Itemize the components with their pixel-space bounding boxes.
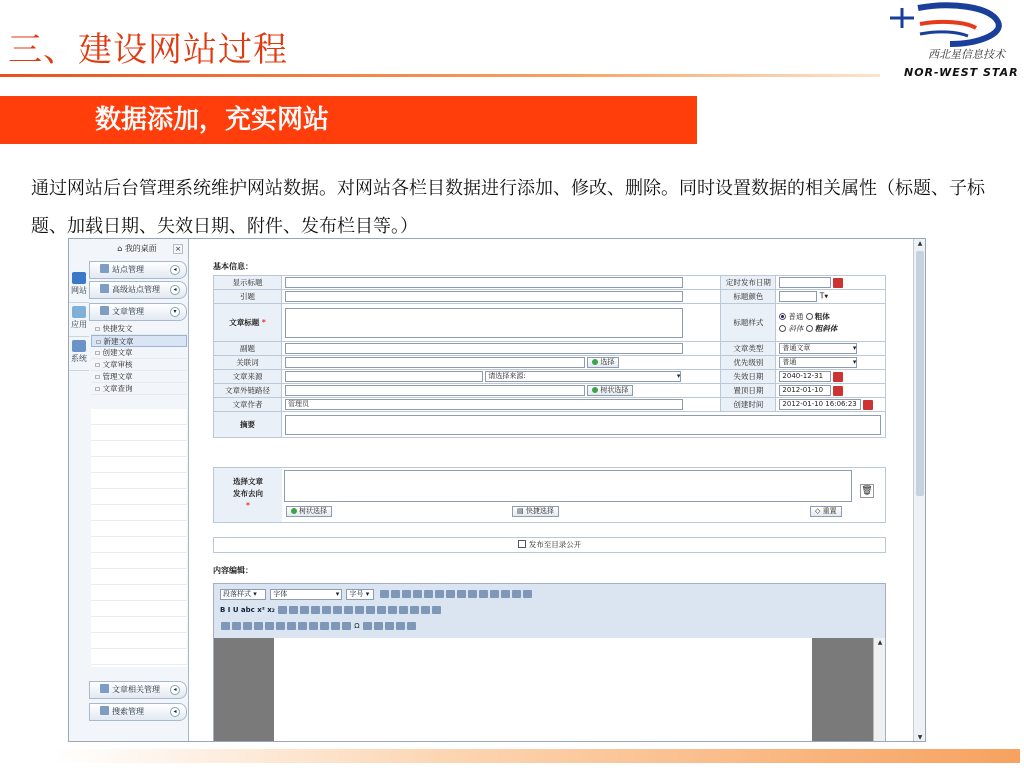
article-type-select[interactable] <box>779 343 857 354</box>
label-subtitle: 副题 <box>214 342 282 356</box>
menu-item-manage[interactable]: ▫ 管理文章 <box>91 371 187 383</box>
special-char-icon[interactable]: Ω <box>354 622 360 630</box>
find-replace-icon[interactable] <box>512 590 521 598</box>
search-icon <box>100 706 109 715</box>
expand-icon[interactable]: ◂ <box>170 285 180 295</box>
tree-select-label: 树状选择 <box>299 507 327 515</box>
app-icon <box>72 306 86 318</box>
radio-italic-label: 斜体 <box>788 323 804 333</box>
select-all-icon[interactable] <box>490 590 499 598</box>
author-input[interactable]: 管理员 <box>285 399 683 410</box>
text-color-icon[interactable] <box>366 606 375 614</box>
user-icon[interactable] <box>287 622 296 630</box>
lead-input[interactable] <box>285 291 683 302</box>
anchor-icon[interactable] <box>432 606 441 614</box>
subtitle-input[interactable] <box>285 343 683 354</box>
reset-button[interactable] <box>810 506 842 517</box>
title-color-input[interactable] <box>779 291 817 302</box>
font-size-value: 字号 <box>349 589 364 598</box>
priority-select[interactable] <box>779 357 857 368</box>
link-icon[interactable] <box>410 606 419 614</box>
label-external-link: 文章外链路径 <box>214 384 282 398</box>
logo-cn-text: 西北星信息技术 <box>928 48 1005 61</box>
label-summary: 摘要 <box>214 412 282 438</box>
radio-bold-italic-label: 粗斜体 <box>814 323 838 333</box>
label-publish-destination <box>214 468 282 522</box>
radio-normal-label: 普通 <box>788 311 804 321</box>
desk-label: 我的桌面 <box>124 244 157 253</box>
accordion-label: 文章管理 <box>112 307 144 316</box>
tree-dot-icon <box>291 508 297 514</box>
preview-icon[interactable] <box>320 622 329 630</box>
expand-icon[interactable]: ◂ <box>170 685 180 695</box>
paragraph-style-value: 段落样式 <box>223 589 251 598</box>
globe-icon[interactable] <box>276 622 285 630</box>
media-icon[interactable] <box>243 622 252 630</box>
source-icon[interactable] <box>396 622 405 630</box>
align-center-icon[interactable] <box>289 606 298 614</box>
menu-item-create-article[interactable]: ▫ 创建文章 <box>91 347 187 359</box>
template-icon[interactable] <box>298 622 307 630</box>
copy-icon[interactable] <box>391 590 400 598</box>
editor-scrollbar[interactable] <box>873 638 885 742</box>
font-value: 字体 <box>273 589 288 598</box>
publish-destination-box <box>213 467 886 523</box>
label-article-title <box>214 304 282 342</box>
label-title-style: 标题样式 <box>721 304 776 342</box>
radio-bold-italic[interactable] <box>806 325 813 332</box>
table-icon[interactable] <box>388 606 397 614</box>
website-icon <box>72 272 86 284</box>
align-left-icon[interactable] <box>278 606 287 614</box>
label-sched-publish: 定时发布日期 <box>721 276 776 290</box>
label-lead: 引题 <box>214 290 282 304</box>
select-dot-icon <box>592 359 598 365</box>
quick-select-button[interactable] <box>512 506 559 517</box>
label-author: 文章作者 <box>214 398 282 412</box>
label-keywords: 关联词 <box>214 356 282 370</box>
radio-bold-label: 粗体 <box>814 311 830 321</box>
system-icon <box>72 340 86 352</box>
label-title-color: 标题颜色 <box>721 290 776 304</box>
editor-toolbar-row1 <box>220 588 533 600</box>
radio-bold[interactable] <box>806 313 813 320</box>
quick-select-label: 快捷选择 <box>525 507 554 515</box>
list-icon: ▤ <box>517 507 526 515</box>
menu-filler <box>91 409 187 667</box>
expire-date-input[interactable]: 2040-12-31 <box>779 371 831 382</box>
color-picker-icon[interactable]: T▾ <box>819 291 829 301</box>
accordion-label: 高级站点管理 <box>112 285 160 294</box>
editor-canvas <box>214 638 885 742</box>
attachment-icon[interactable] <box>254 622 263 630</box>
content-edit-heading: 内容编辑： <box>213 566 253 575</box>
wrench-icon <box>100 284 109 293</box>
form-icon[interactable] <box>309 622 318 630</box>
sched-publish-input[interactable] <box>779 277 831 288</box>
created-time-input[interactable]: 2012-01-10 16:06:23 <box>779 399 861 410</box>
expand-icon[interactable]: ◂ <box>170 265 180 275</box>
fullscreen-icon[interactable] <box>407 622 416 630</box>
document-icon <box>100 306 109 315</box>
reset-label: 重置 <box>822 507 837 515</box>
collapse-icon[interactable]: ▾ <box>170 307 180 317</box>
scroll-down-icon[interactable]: ▼ <box>917 734 923 741</box>
cut-icon[interactable] <box>380 590 389 598</box>
justify-icon[interactable] <box>311 606 320 614</box>
basic-info-heading: 基本信息： <box>213 262 253 271</box>
paste-text-icon[interactable] <box>413 590 422 598</box>
required-icon: * <box>261 318 266 327</box>
spellcheck-icon[interactable] <box>446 590 455 598</box>
article-title-input[interactable] <box>285 308 683 338</box>
bg-color-icon[interactable] <box>377 606 386 614</box>
label-source: 文章来源 <box>214 370 282 384</box>
tab-website-label: 网站 <box>71 286 87 295</box>
align-right-icon[interactable] <box>300 606 309 614</box>
editor-toolbar-row2 <box>220 604 442 616</box>
outdent-icon[interactable] <box>355 606 364 614</box>
font-select[interactable]: 字体 ▾ <box>270 589 342 600</box>
accordion-label: 文章相关管理 <box>112 685 160 694</box>
page-scrollbar[interactable] <box>913 239 925 742</box>
tab-system[interactable] <box>69 337 89 371</box>
tab-system-label: 系统 <box>71 354 87 363</box>
hr-icon[interactable] <box>342 622 351 630</box>
main-form-area <box>193 239 913 742</box>
keywords-input[interactable] <box>285 357 585 368</box>
label-article-title-text: 文章标题 <box>229 318 260 327</box>
indent-icon[interactable] <box>344 606 353 614</box>
publish-public-row <box>213 537 886 553</box>
tab-website[interactable] <box>69 269 89 303</box>
accordion-related-article[interactable] <box>89 681 187 699</box>
publish-destination-input[interactable] <box>284 470 852 502</box>
vertical-tabs <box>69 269 89 371</box>
label-priority: 优先级别 <box>721 356 776 370</box>
tree-dot-icon <box>592 387 598 393</box>
publish-public-checkbox[interactable] <box>518 540 526 548</box>
date-icon[interactable] <box>374 622 383 630</box>
remove-format-icon[interactable] <box>501 590 510 598</box>
publish-public-label: 发布至目录公开 <box>528 540 582 549</box>
accordion-article-manage[interactable] <box>89 303 187 321</box>
menu-item-query[interactable]: ▫ 文章查询 <box>91 383 187 395</box>
tree-select-label: 树状选择 <box>600 386 629 394</box>
external-link-input[interactable] <box>285 385 585 396</box>
slide-title: 三、建设网站过程 <box>8 30 288 70</box>
label-article-type: 文章类型 <box>721 342 776 356</box>
flash-icon[interactable] <box>232 622 241 630</box>
calendar-icon[interactable] <box>833 386 843 396</box>
accordion-advanced-site[interactable] <box>89 281 187 299</box>
find-icon[interactable] <box>457 590 466 598</box>
calendar-icon[interactable] <box>833 278 843 288</box>
company-logo <box>880 0 1020 86</box>
source-input[interactable] <box>285 371 483 382</box>
display-title-input[interactable] <box>285 277 683 288</box>
paste-icon[interactable] <box>402 590 411 598</box>
time-icon[interactable] <box>385 622 394 630</box>
section-banner: 数据添加，充实网站 <box>0 96 697 144</box>
scroll-up-icon[interactable]: ▲ <box>877 639 883 646</box>
rich-text-editor <box>213 583 886 742</box>
scroll-up-icon[interactable]: ▲ <box>917 240 923 247</box>
radio-italic[interactable] <box>779 325 786 332</box>
image-icon[interactable] <box>221 622 230 630</box>
select-button-label: 选择 <box>600 358 615 366</box>
tree-select-button[interactable] <box>587 385 633 396</box>
font-size-select[interactable]: 字号 ▾ <box>346 589 374 600</box>
accordion-label: 搜索管理 <box>112 707 144 716</box>
label-expire-date: 失效日期 <box>721 370 776 384</box>
scrollbar-thumb[interactable] <box>916 251 924 496</box>
reset-icon: ◇ <box>815 507 823 515</box>
expand-icon[interactable]: ◂ <box>170 707 180 717</box>
undo-icon[interactable] <box>468 590 477 598</box>
label-created-time: 创建时间 <box>721 398 776 412</box>
chevron-down-icon: ▾ <box>852 344 857 352</box>
unordered-list-icon[interactable] <box>333 606 342 614</box>
admin-screenshot <box>68 238 926 742</box>
article-type-value: 普通文章 <box>782 344 811 352</box>
required-icon: * <box>246 501 250 510</box>
tree-select-button-2[interactable] <box>286 506 332 517</box>
close-icon[interactable]: × <box>173 244 183 254</box>
format-text-buttons[interactable]: B I U abc x² x₂ <box>220 606 275 614</box>
select-button[interactable] <box>587 357 619 368</box>
chevron-down-icon: ▾ <box>852 358 857 366</box>
menu-item-quick-post[interactable]: ▫ 快捷发文 <box>91 323 187 335</box>
description-text: 通过网站后台管理系统维护网站数据。对网站各栏目数据进行添加、修改、删除。同时设置数据的相关属性（标题、子标题、加载日期、失效日期、附件、发布栏目等。） <box>31 178 985 237</box>
calendar-icon[interactable] <box>863 400 873 410</box>
desk-tab[interactable] <box>91 243 183 257</box>
frame-icon[interactable] <box>399 606 408 614</box>
document-insert-icon[interactable] <box>265 622 274 630</box>
accordion-search-manage[interactable] <box>89 703 187 721</box>
ordered-list-icon[interactable] <box>322 606 331 614</box>
publish-label-line2: 发布去向 <box>233 489 263 498</box>
sidebar <box>69 239 189 742</box>
page-break-icon[interactable] <box>331 622 340 630</box>
summary-input[interactable] <box>285 415 881 435</box>
menu-item-review[interactable]: ▫ 文章审核 <box>91 359 187 371</box>
bottom-decoration <box>55 749 1020 763</box>
editor-toolbar-row3 <box>220 620 417 632</box>
accordion-site-manage[interactable] <box>89 261 187 279</box>
paragraph-style-select[interactable]: 段落样式 ▾ <box>220 589 266 600</box>
tab-application-label: 应用 <box>71 320 87 329</box>
calendar-icon[interactable] <box>833 372 843 382</box>
publish-label-line1: 选择文章 <box>233 477 263 486</box>
top-date-input[interactable]: 2012-01-10 <box>779 385 831 396</box>
font-style-icon[interactable] <box>523 590 532 598</box>
radio-normal[interactable] <box>779 313 786 320</box>
paste-word-icon[interactable] <box>424 590 433 598</box>
source-select[interactable] <box>485 371 681 382</box>
label-display-title: 显示标题 <box>214 276 282 290</box>
accordion-label: 站点管理 <box>112 265 144 274</box>
label-top-date: 置顶日期 <box>721 384 776 398</box>
source-placeholder: 请选择来源: <box>488 372 526 380</box>
site-icon <box>100 264 109 273</box>
home-icon: ⌂ <box>117 244 125 253</box>
unlink-icon[interactable] <box>421 606 430 614</box>
trash-icon[interactable]: 🗑 <box>861 486 873 496</box>
basic-info-table <box>213 275 886 438</box>
smiley-icon[interactable] <box>363 622 372 630</box>
chevron-down-icon: ▾ <box>676 372 681 380</box>
logo-en-text: NOR-WEST STAR <box>904 66 1019 79</box>
delete-icon[interactable] <box>435 590 444 598</box>
article-menu <box>91 323 187 395</box>
priority-value: 普通 <box>782 358 797 366</box>
editor-content-area[interactable] <box>274 638 812 742</box>
menu-item-new-article[interactable]: ▫ 新建文章 <box>91 335 187 347</box>
tab-application[interactable] <box>69 303 89 337</box>
redo-icon[interactable] <box>479 590 488 598</box>
title-underline <box>0 74 880 77</box>
document-icon <box>100 684 109 693</box>
